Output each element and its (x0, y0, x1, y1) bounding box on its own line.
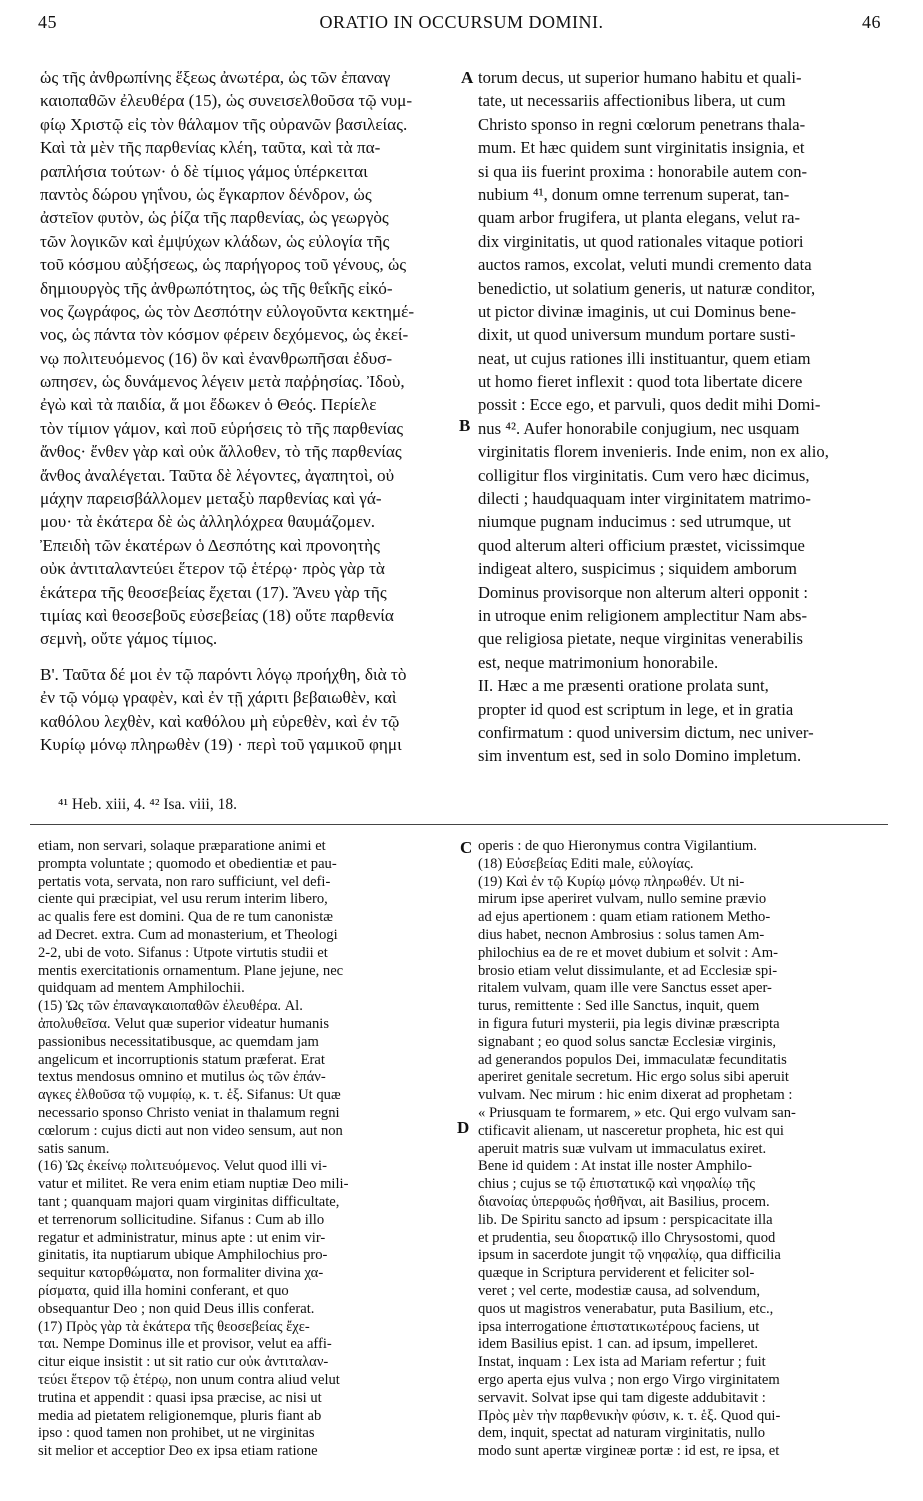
lower-right-line: philochius ea de re et movet dubium et solvit : Am- (478, 944, 778, 961)
lower-right-line: veret ; vel certe, modestiæ causa, ad solvendum, (478, 1282, 761, 1299)
lower-right-line: ad generandos populos Dei, immaculatæ fecunditatis (478, 1051, 787, 1068)
lower-right-line: Bene id quidem : At instat ille noster Amphilo- (478, 1158, 753, 1175)
lower-right-line: dem, inquit, spectat ad naturam virginitatis, nullo (478, 1425, 766, 1442)
upper-greek-line: τὸν τίμιον γάμον, καὶ ποῦ εὑρήσεις τὸ τῆς παρθενίας (40, 418, 404, 438)
lower-right-line: Πρὸς μὲν τὴν παρθενικὴν φύσιν, κ. τ. ἑξ. Quod qui- (478, 1407, 781, 1424)
upper-latin-line: neat, ut cujus rationes illi instituantur, quem etiam (478, 348, 811, 368)
upper-greek-line: Κυρίῳ μόνῳ πληρωθὲν (19) · περὶ τοῦ γαμικοῦ φημι (40, 734, 402, 754)
lower-left-line: satis sanum. (38, 1140, 110, 1157)
upper-latin-line: Christo sponso in regni cœlorum penetrans thala- (478, 114, 806, 134)
upper-greek-line: νος ζωγράφος, ὡς τὸν Δεσπότην εὐλογοῦντα κεκτημέ- (40, 301, 415, 321)
upper-latin-line: dixit, ut quod universum mundum portare susti- (478, 325, 796, 345)
right-page-number: 46 (862, 12, 881, 32)
margin-marker-a: A (461, 68, 474, 87)
left-page-number: 45 (38, 12, 57, 32)
upper-greek-line: ωπησεν, ὡς δυνάμενος λέγειν μετὰ παῤῥησίας. Ἰδοὺ, (40, 372, 405, 392)
lower-left-line: ginitatis, ita nuptiarum ubique Amphilochius pro- (38, 1247, 328, 1264)
lower-left-line: etiam, non servari, solaque præparatione animi et (38, 838, 326, 854)
lower-right-line: mirum ipse aperiret vulvam, nullo semine prævio (478, 891, 767, 908)
upper-greek-line: ἀστεῖον φυτὸν, ὡς ῥίζα τῆς παρθενίας, ὡς γεωργὸς (40, 208, 389, 228)
lower-right-line: in figura futuri mysterii, pia legis divinæ præscripta (478, 1015, 780, 1032)
divider-rule (30, 824, 888, 825)
latin-text-column (478, 66, 882, 768)
lower-right-line: dius habet, necnon Ambrosius : solus tamen Am- (478, 926, 765, 943)
lower-left-line: pertatis vota, servata, non raro sufficiunt, vel defi- (38, 873, 331, 890)
lower-right-line: ad ejus apertionem : quam etiam rationem Metho- (478, 909, 771, 926)
running-title: ORATIO IN OCCURSUM DOMINI. (319, 12, 604, 32)
lower-left-line: ρίσματα, quid illa homini conferant, et quo (38, 1282, 289, 1299)
margin-marker-b: B (459, 416, 471, 435)
lower-right-line: servavit. Solvat ipse qui tam digeste addubitavit : (478, 1389, 766, 1406)
lower-left-line: citur eique insistit : ut sit ratio cur οὐκ ἀντιταλαν- (38, 1354, 329, 1371)
lower-right-line: (18) Εὐσεβείας Editi male, εὐλογίας. (478, 855, 694, 872)
upper-greek-line: ἄνθος· ἔνθεν γὰρ καὶ οὐκ ἄλλοθεν, τὸ τῆς παρθενίας (40, 442, 402, 462)
lower-left-line: sequitur κατορθώματα, non formaliter divina χα- (38, 1265, 324, 1282)
upper-greek-line: οὐκ ἀντιταλαντεύει ἕτερον τῷ ἑτέρῳ· πρὸς γὰρ τὰ (40, 559, 385, 579)
upper-latin-line: auctos ramos, excolat, veluti mundi cremento data (478, 255, 812, 275)
lower-right-line: ritalem vulvam, quam ille vere Sanctus esset aper- (478, 980, 772, 997)
upper-greek-line: ἑκάτερα τῆς θεοσεβείας ἔχεται (17). Ἄνευ γὰρ τῆς (40, 582, 387, 602)
lower-right-line: quos ut magistros venerabatur, puta Basilium, etc., (478, 1300, 774, 1317)
lower-left-line: sit melior et acceptior Deo ex ipsa etiam ratione (38, 1443, 318, 1460)
upper-latin-line: Dominus provisorque non alterum alteri opponit : (478, 582, 808, 602)
upper-greek-line: τῶν λογικῶν καὶ ἐμψύχων κλάδων, ὡς εὐλογία τῆς (40, 231, 390, 251)
upper-latin-line: quod alterum alteri officium præstet, vicissimque (478, 535, 805, 555)
upper-latin-line: indigeat altero, suspicimus ; siquidem amborum (478, 559, 797, 579)
upper-latin-line: dix virginitatis, ut quod rationales vitaque potiori (478, 231, 804, 251)
upper-latin-line: torum decus, ut superior humano habitu et quali- (478, 68, 802, 87)
upper-latin-line: ut homo fieret inflexit : quod tota libertate dicere (478, 372, 803, 392)
margin-marker-d: D (457, 1118, 470, 1137)
upper-greek-line: δημιουργὸς τῆς ἀνθρωπότητος, ὡς τῆς θεΐκῆς εἰκό- (40, 278, 393, 298)
lower-right-line: ctificavit alienam, ut nasceretur propheta, hic est qui (478, 1122, 784, 1139)
lower-right-line: « Priusquam te formarem, » etc. Qui ergo vulvam san- (478, 1104, 796, 1121)
lower-right-line: brosio etiam velut dissimulante, et ad Ecclesiæ spi- (478, 962, 778, 979)
lower-right-line: aperuit matris suæ vulvam ut immaculatus exiret. (478, 1140, 767, 1157)
lower-right-line: lib. De Spiritu sancto ad ipsum : perspicacitate illa (478, 1211, 773, 1228)
margin-marker-c: C (460, 838, 473, 857)
upper-greek-line: ραπλήσια τούτων· ὁ δὲ τίμιος γάμος ὑπέρκειται (40, 161, 368, 181)
lower-right-line: ergo aperta ejus vulva ; non ergo Virgo virginitatem (478, 1371, 780, 1388)
lower-left-line: ἀπολυθεῖσα. Velut quæ superior videatur humanis (38, 1015, 330, 1032)
notes-right-column (478, 838, 882, 1461)
upper-latin-line: II. Hæc a me præsenti oratione prolata sunt, (478, 676, 769, 696)
upper-latin-line: niumque pugnam inducimus : sed utrumque, ut (478, 512, 791, 532)
lower-left-line: (16) Ὡς ἐκείνῳ πολιτευόμενος. Velut quod illi vi- (38, 1158, 327, 1175)
upper-latin-line: est, neque matrimonium honorabile. (478, 652, 719, 672)
lower-right-line: modo sunt apertæ virgineæ portæ : id est, re ipsa, et (478, 1443, 780, 1460)
lower-left-line: cœlorum : cujus dicti aut non video sensum, aut non (38, 1122, 343, 1139)
lower-left-line: media ad pietatem religionemque, pluris fiant ab (38, 1407, 322, 1424)
lower-left-line: obsequantur Deo ; non quid Deus illis conferat. (38, 1300, 315, 1317)
upper-latin-line: propter id quod est scriptum in lege, et in gratia (478, 699, 794, 719)
upper-latin-line: mum. Et hæc quidem sunt virginitatis insignia, et (478, 138, 805, 158)
upper-latin-line: nus ⁴². Aufer honorabile conjugium, nec usquam (478, 418, 800, 438)
lower-right-line: (19) Καὶ ἐν τῷ Κυρίῳ μόνῳ πληρωθέν. Ut ni- (478, 873, 745, 890)
upper-greek-line: τοῦ κόσμου αὐξήσεως, ὡς παρήγορος τοῦ γένους, ὡς (40, 255, 407, 275)
upper-latin-line: que religiosa pietate, neque virginitas venerabilis (478, 629, 804, 649)
upper-greek-line (40, 651, 458, 663)
upper-greek-line: καιοπαθῶν ἐλευθέρα (15), ὡς συνεισελθοῦσα τῷ νυμ- (40, 91, 413, 111)
lower-right-line: ipsa interrogatione ἐπιστατικωτέρους faciens, ut (478, 1318, 760, 1335)
upper-greek-line: νῳ πολιτευόμενος (16) ὃν καὶ ἐνανθρωπῆσαι ἐδυσ- (40, 348, 393, 368)
lower-left-line: ipso : quod tamen non prohibet, ut ne virginitas (38, 1425, 315, 1442)
lower-right-line: quæque in Scriptura perviderent et feliciter sol- (478, 1265, 755, 1282)
upper-latin-line: tate, ut necessariis affectionibus libera, ut cum (478, 91, 786, 111)
upper-latin-line: si qua iis fuerint proxima : honorabile autem con- (478, 161, 808, 181)
upper-greek-line: ὡς τῆς ἀνθρωπίνης ἕξεως ἀνωτέρα, ὡς τῶν ἐπαναγ (40, 68, 391, 87)
upper-latin-line: nubium ⁴¹, donum omne terrenum superat, tan- (478, 184, 790, 204)
upper-latin-line: dilecti ; haudquaquam inter virginitatem matrimo- (478, 489, 811, 509)
upper-latin-line: ut pictor divinæ imaginis, ut cui Dominus bene- (478, 301, 797, 321)
lower-left-line: τεύει ἕτερον τῷ ἑτέρῳ, non unum contra aliud velut (38, 1371, 340, 1388)
upper-latin-line: confirmatum : quod universim dictum, nec univer- (478, 722, 814, 742)
lower-left-line: vatur et militet. Re vera enim etiam nuptiæ Deo mili- (38, 1176, 349, 1193)
lower-left-line: ad Decret. extra. Cum ad monasterium, et Theologi (38, 926, 338, 943)
lower-right-line: operis : de quo Hieronymus contra Vigilantium. (478, 838, 757, 854)
lower-right-line: idem Basilius epist. 1 can. ad ipsum, impelleret. (478, 1336, 759, 1353)
lower-left-line: (15) Ὡς τῶν ἐπαναγκαιοπαθῶν ἐλευθέρα. Al. (38, 998, 303, 1015)
lower-right-line: Instat, inquam : Lex ista ad Mariam refertur ; fuit (478, 1354, 766, 1371)
lower-left-line: trutina et appendit : quasi ipsa præcise, ac nisi ut (38, 1389, 322, 1406)
upper-greek-line: Β'. Ταῦτα δέ μοι ἐν τῷ παρόντι λόγῳ προήχθη, διὰ τὸ (40, 664, 407, 684)
lower-left-line: textus mendosus omnino et mutilus ὡς τῶν ἐπάν- (38, 1069, 326, 1086)
lower-left-line: mentis exercitationis ornamentum. Plane jejune, nec (38, 962, 344, 979)
lower-left-line: necessario sponso Christo veniat in thalamum regni (38, 1104, 340, 1121)
lower-left-line: prompta voluntate ; quomodo et obedientiæ et pau- (38, 855, 337, 872)
upper-greek-line: μου· τὰ ἑκάτερα δὲ ὡς ἀλληλόχρεα θαυμάζομεν. (40, 512, 376, 532)
lower-right-line: signabant ; eo quod solus sanctæ Ecclesiæ virginis, (478, 1033, 777, 1050)
upper-latin-line: possit : Ecce ego, et parvuli, quos dedit mihi Domi- (478, 395, 821, 415)
upper-greek-line: ἐν τῷ νόμῳ γραφὲν, καὶ ἐν τῇ χάριτι βεβαιωθὲν, καὶ (40, 688, 397, 708)
upper-greek-line: μάχην παρεισβάλλομεν μεταξὺ παρθενίας καὶ γά- (40, 489, 382, 509)
upper-greek-line: σεμνὴ, οὔτε γάμος τίμιος. (40, 629, 218, 649)
lower-right-line: turus, remittente : Sed ille Sanctus, inquit, quem (478, 998, 760, 1015)
notes-left-column (38, 838, 454, 1461)
upper-greek-line: φίῳ Χριστῷ εἰς τὸν θάλαμον τῆς οὐρανῶν βασιλείας. (40, 114, 408, 134)
upper-latin-line: quam arbor frugifera, ut planta elegans, velut ra- (478, 208, 801, 228)
upper-greek-line: ἐγὼ καὶ τὰ παιδία, ἅ μοι ἔδωκεν ὁ Θεός. Περίελε (40, 395, 377, 415)
upper-greek-line: καθόλου λεχθὲν, καὶ καθόλου μὴ εὑρεθὲν, καὶ ἐν τῷ (40, 711, 400, 731)
footnote-references: ⁴¹ Heb. xiii, 4. ⁴² Isa. viii, 18. (58, 796, 237, 813)
lower-left-line: angelicum et incorruptionis statum præferat. Erat (38, 1051, 325, 1068)
lower-left-line: (17) Πρὸς γὰρ τὰ ἑκάτερα τῆς θεοσεβείας ἔχε- (38, 1318, 310, 1335)
lower-left-line: passionibus necessitatibusque, ac quemdam jam (38, 1033, 319, 1050)
upper-latin-line: benedictio, ut solatium generis, ut naturæ conditor, (478, 278, 816, 298)
lower-right-line: aperiret genitale secretum. Hic ergo solus sibi aperuit (478, 1069, 789, 1086)
lower-left-line: tant ; quanquam majori quam virginitas difficultate, (38, 1193, 340, 1210)
upper-latin-line: virginitatis florem invenieris. Inde enim, non ex alio, (478, 442, 829, 462)
lower-right-line: διανοίας ὑπερφυῶς ἡσθῆναι, ait Basilius, procem. (478, 1193, 770, 1210)
lower-left-line: 2-2, ubi de voto. Sifanus : Utpote virtutis studii et (38, 944, 328, 961)
upper-greek-line: νος, ὡς πάντα τὸν κόσμον φέρειν δεχόμενος, ὡς ἐκεί- (40, 325, 409, 345)
lower-right-line: vulvam. Nec mirum : hic enim dixerat ad prophetam : (478, 1087, 793, 1104)
lower-left-line: ciente qui præcipiat, vel usu rerum interim libero, (38, 891, 328, 908)
upper-greek-line: ἄνθος ἀναλέγεται. Ταῦτα δὲ λέγοντες, ἀγαπητοὶ, οὐ (40, 465, 395, 485)
lower-left-line: ac qualis fere est domini. Qua de re tum canonistæ (38, 909, 334, 926)
lower-left-line: quidquam ad mentem Amphilochii. (38, 980, 245, 997)
greek-text-column (40, 66, 458, 756)
lower-right-line: ipsum in sacerdote jungit τῷ νηφαλίῳ, qua difficilia (478, 1247, 781, 1264)
lower-left-line: ται. Nempe Dominus ille et provisor, velut ea affi- (38, 1336, 332, 1353)
upper-greek-line: παντὸς δώρου γηΐνου, ὡς ἔγκαρπον δένδρον, ὡς (40, 184, 372, 204)
upper-latin-line: in utroque enim religionem amplectitur Nam abs- (478, 605, 808, 625)
upper-latin-line: sim inventum est, sed in solo Domino impletum. (478, 746, 802, 766)
lower-right-line: chius ; cujus se τῷ ἐπιστατικῷ καὶ νηφαλίῳ τῆς (478, 1176, 756, 1193)
lower-left-line: et terrenorum sollicitudine. Sifanus : Cum ab illo (38, 1211, 325, 1228)
lower-left-line: αγκες ἐλθοῦσα τῷ νυμφίῳ, κ. τ. ἑξ. Sifanus: Ut quæ (38, 1087, 341, 1104)
upper-greek-line: τιμίας καὶ θεοσεβοῦς εὐσεβείας (18) οὔτε παρθενία (40, 605, 394, 625)
upper-greek-line: Καὶ τὰ μὲν τῆς παρθενίας κλέη, ταῦτα, καὶ τὰ πα- (40, 138, 381, 158)
upper-greek-line: Ἐπειδὴ τῶν ἑκατέρων ὁ Δεσπότης καὶ προνοητὴς (40, 535, 380, 555)
upper-latin-line: colligitur flos virginitatis. Cum vero hæc dicimus, (478, 465, 810, 485)
lower-left-line: regatur et administratur, minus apte : ut enim vir- (38, 1229, 326, 1246)
lower-right-line: et prudentia, seu διορατικῷ illo Chrysostomi, quod (478, 1229, 776, 1246)
